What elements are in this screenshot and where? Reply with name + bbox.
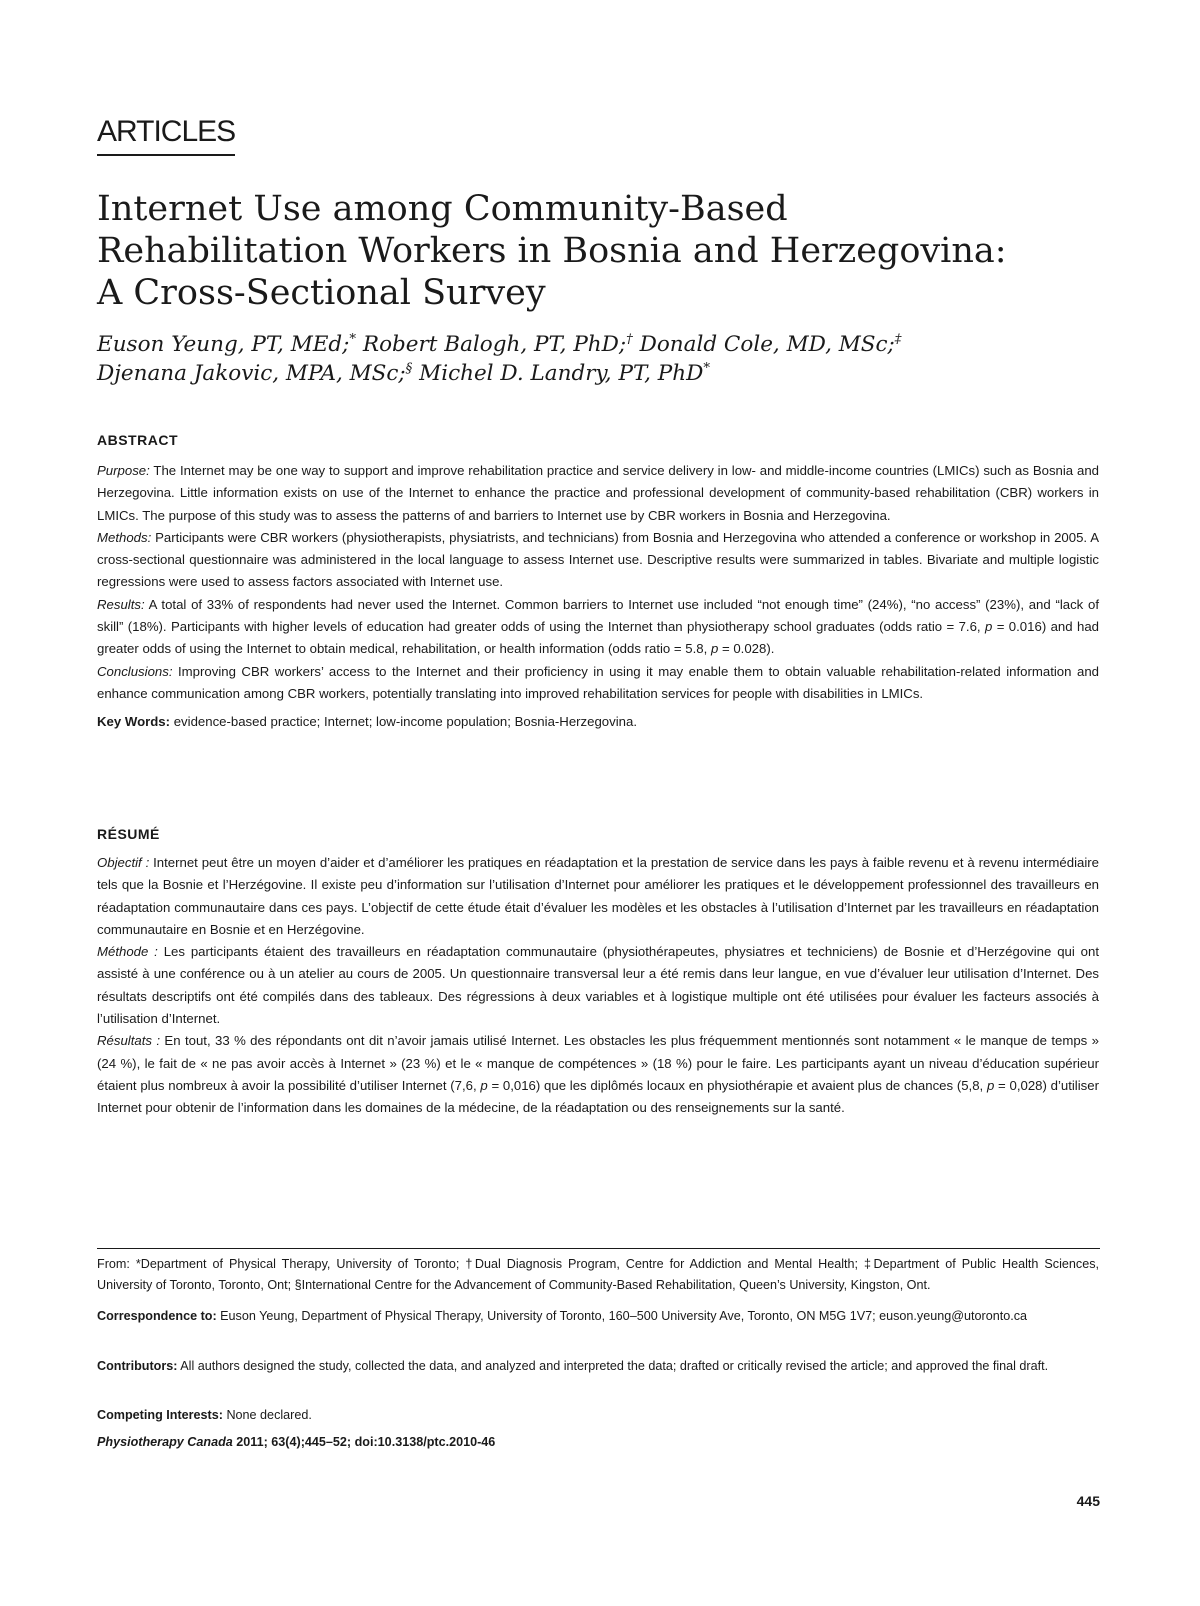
results-text: = 0.028).: [718, 641, 775, 657]
p-symbol: p: [984, 619, 993, 635]
page-number: 445: [1076, 1493, 1100, 1509]
affiliation-mark: ‡: [894, 331, 902, 347]
author-line: [97, 330, 1097, 359]
methods-label: Methods:: [97, 529, 152, 545]
contributors-label: Contributors:: [97, 1359, 178, 1373]
abstract-body: [97, 460, 1099, 734]
resume-objectif: [97, 852, 1099, 941]
section-label: ARTICLES: [97, 114, 235, 156]
contributors-text: All authors designed the study, collected the data, and analyzed and interpreted the data; drafted or critically revised the article; and approved the final draft.: [177, 1359, 1049, 1373]
title-line: Internet Use among Community-Based: [97, 189, 788, 229]
abstract-methods: [97, 527, 1099, 594]
author-name: Donald Cole, MD, MSc;: [632, 332, 895, 357]
author-name: Robert Balogh, PT, PhD;: [356, 332, 627, 357]
results-text: A total of 33% of respondents had never used the Internet. Common barriers to Internet use included “not enough time” (24%), “no access” (23%), and “lack of skill” (18%). Participants with higher levels of education had greater odds of using the Internet than physiotherapy school graduates (odds ratio = 7.6,: [97, 596, 1099, 635]
title-line: Rehabilitation Workers in Bosnia and Herzegovina:: [97, 231, 1007, 271]
author-name: Djenana Jakovic, MPA, MSc;: [97, 361, 406, 386]
author-name: Euson Yeung, PT, MEd;: [97, 332, 350, 357]
competing-interests-note: [97, 1405, 1099, 1426]
resume-methode: [97, 941, 1099, 1030]
title-line: A Cross-Sectional Survey: [97, 273, 546, 313]
keywords: [97, 711, 1099, 733]
objectif-text: Internet peut être un moyen d’aider et d’améliorer les pratiques en réadaptation et la prestation de service dans les pays à faible revenu et à revenu intermédiaire tels que la Bosnie et l’Herzégovine. Il existe peu d’information sur l’utilisation d’Internet pour améliorer les pratiques et le développement professionnel des travailleurs en réadaptation communautaire dans ces pays. L’objectif de cette étude était d’évaluer les modèles et les obstacles à l’utilisation d’Internet par les travailleurs en réadaptation communautaire en Bosnie et en Herzégovine.: [97, 855, 1099, 937]
purpose-text: The Internet may be one way to support and improve rehabilitation practice and service delivery in low- and middle-income countries (LMICs) such as Bosnia and Herzegovina. Little information exists on use of the Internet to enhance the practice and professional development of community-based rehabilitation (CBR) workers in LMICs. The purpose of this study was to assess the patterns of and barriers to Internet use by CBR workers in Bosnia and Herzegovina.: [97, 463, 1099, 523]
correspondence-note: [97, 1306, 1099, 1327]
correspondence-label: Correspondence to:: [97, 1309, 217, 1323]
methode-text: Les participants étaient des travailleurs en réadaptation communautaire (physiothérapeutes, physiatres et techniciens) de Bosnie et d’Herzégovine qui ont assisté à une conférence ou à un atelier au cours de 2005. Un questionnaire transversal leur a été remis dans leur langue, en vue d’évaluer leur utilisation d’Internet. Des résultats descriptifs ont été compilés dans des tableaux. Des régressions à deux variables et à logistique multiple ont été utilisées pour évaluer les facteurs associés à l’utilisation d’Internet.: [97, 944, 1099, 1027]
resultats-text: En tout, 33 % des répondants ont dit n’avoir jamais utilisé Internet. Les obstacles les plus fréquemment mentionnés sont notamment « le manque de temps » (24 %), le fait de « ne pas avoir accès à Internet » (23 %) et le « manque de compétences » (18 %) pour le faire. Les participants ayant un niveau d’éducation supérieur étaient plus nombreux à avoir la possibilité d’utiliser Internet (7,6,: [97, 1033, 1099, 1093]
resultats-label: Résultats :: [97, 1033, 161, 1049]
resume-body: [97, 852, 1099, 1120]
citation-text: 2011; 63(4);445–52; doi:10.3138/ptc.2010-46: [232, 1435, 496, 1449]
results-label: Results:: [97, 596, 145, 612]
objectif-label: Objectif :: [97, 855, 150, 870]
affiliation-mark: *: [703, 360, 711, 376]
contributors-note: [97, 1356, 1099, 1377]
resultats-text: = 0,028) d’utiliser Internet pour obtenir de l’information dans les domaines de la médecine, de la réadaptation ou des renseignements sur la santé.: [97, 1077, 1099, 1116]
conclusions-label: Conclusions:: [97, 663, 173, 679]
affiliation-mark: *: [349, 331, 357, 347]
author-name: Michel D. Landry, PT, PhD: [412, 361, 704, 386]
purpose-label: Purpose:: [97, 463, 150, 478]
competing-label: Competing Interests:: [97, 1408, 223, 1422]
resume-resultats: [97, 1030, 1099, 1119]
author-line: [97, 359, 1097, 388]
resume-heading: RÉSUMÉ: [97, 826, 160, 842]
conclusions-text: Improving CBR workers’ access to the Internet and their proficiency in using it may enable them to obtain valuable rehabilitation-related information and enhance communication among CBR workers, potentially translating into improved rehabilitation services for people with disabilities in LMICs.: [97, 663, 1099, 701]
methods-text: Participants were CBR workers (physiotherapists, physiatrists, and technicians) from Bosnia and Herzegovina who attended a conference or workshop in 2005. A cross-sectional questionnaire was administered in the local language to assess Internet use. Descriptive results were summarized in tables. Bivariate and multiple logistic regressions were used to assess factors associated with Internet use.: [97, 529, 1099, 590]
affiliations-note: From: *Department of Physical Therapy, University of Toronto; †Dual Diagnosis Program, Centre for Addiction and Mental Health; ‡Department of Public Health Sciences, University of Toronto, Toronto, Ont; §International Centre for the Advancement of Community-Based Rehabilitation, Queen’s University, Kingston, Ont.: [97, 1257, 1099, 1292]
p-symbol: p: [710, 641, 719, 657]
resultats-text: = 0,016) que les diplômés locaux en physiothérapie et avaient plus de chances (5,8,: [487, 1077, 987, 1093]
journal-name: Physiotherapy Canada: [97, 1435, 233, 1449]
p-symbol: p: [480, 1077, 488, 1093]
abstract-conclusions: [97, 661, 1099, 706]
affiliation-mark: §: [405, 360, 413, 376]
affiliation-mark: †: [626, 331, 633, 347]
abstract-heading: ABSTRACT: [97, 432, 178, 448]
footnote-divider: [97, 1248, 1100, 1249]
competing-text: None declared.: [222, 1408, 312, 1422]
results-text: = 0.016) and had greater odds of using the Internet to obtain medical, rehabilitation, or health information (odds ratio = 5.8,: [97, 619, 1099, 657]
keywords-label: Key Words:: [97, 714, 171, 730]
methode-label: Méthode :: [97, 944, 158, 960]
correspondence-text: Euson Yeung, Department of Physical Therapy, University of Toronto, 160–500 University Ave, Toronto, ON M5G 1V7; euson.yeung@utoronto.ca: [216, 1309, 1028, 1323]
keywords-text: evidence-based practice; Internet; low-income population; Bosnia-Herzegovina.: [170, 714, 637, 730]
abstract-purpose: [97, 460, 1099, 527]
article-title: [97, 188, 1097, 314]
abstract-results: [97, 594, 1099, 661]
journal-citation: [97, 1432, 1099, 1453]
author-list: [97, 330, 1097, 388]
p-symbol: p: [986, 1077, 995, 1093]
